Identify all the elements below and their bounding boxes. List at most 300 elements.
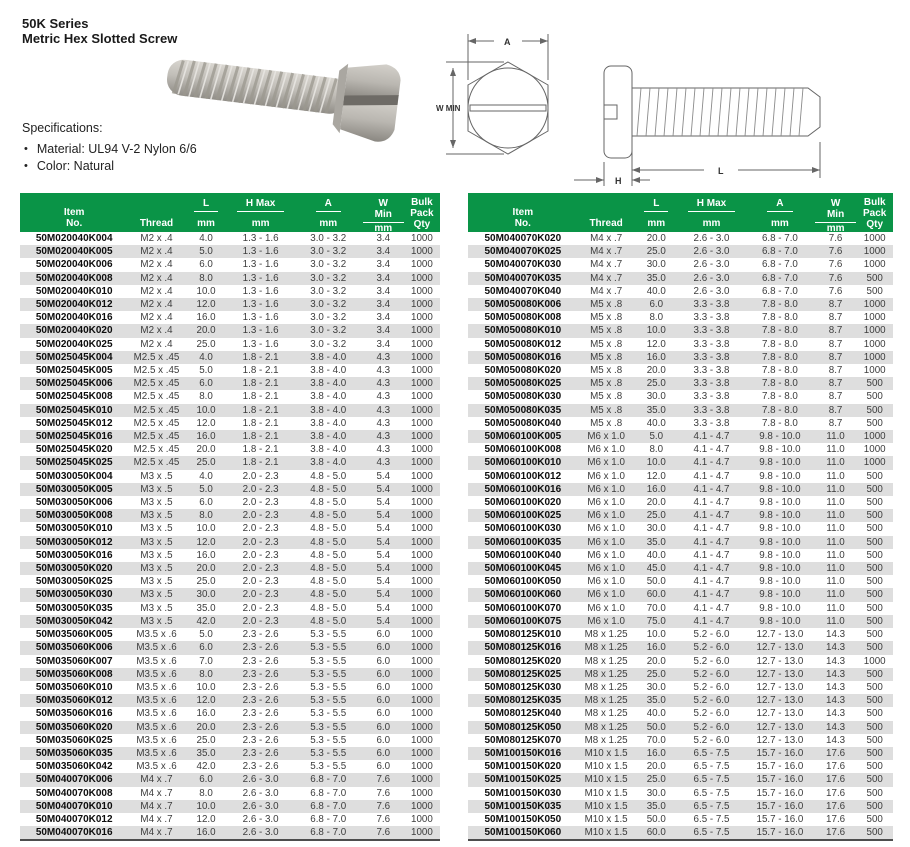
table-row bbox=[20, 258, 440, 271]
cell-l: 40.0 bbox=[646, 285, 666, 297]
cell-item-no: 50M030050K020 bbox=[35, 563, 113, 575]
product-title: Metric Hex Slotted Screw bbox=[22, 31, 178, 46]
cell-thread: M3.5 x .6 bbox=[136, 721, 177, 733]
cell-thread: M4 x .7 bbox=[140, 813, 173, 825]
cell-a: 7.8 - 8.0 bbox=[761, 325, 798, 337]
cell-l: 20.0 bbox=[196, 721, 216, 733]
table-row bbox=[20, 813, 440, 826]
cell-h-max: 2.6 - 3.0 bbox=[242, 774, 279, 786]
cell-item-no: 50M035060K007 bbox=[35, 655, 113, 667]
cell-item-no: 50M020040K020 bbox=[35, 325, 113, 337]
cell-a: 15.7 - 16.0 bbox=[756, 813, 804, 825]
cell-w-min: 8.7 bbox=[828, 378, 843, 390]
cell-w-min: 7.6 bbox=[376, 787, 391, 799]
cell-a: 4.8 - 5.0 bbox=[310, 576, 347, 588]
cell-w-min: 4.3 bbox=[376, 404, 391, 416]
cell-qty: 1000 bbox=[411, 721, 433, 733]
cell-item-no: 50M030050K010 bbox=[35, 523, 113, 535]
cell-h-max: 3.3 - 3.8 bbox=[693, 417, 730, 429]
cell-w-min: 6.0 bbox=[376, 695, 391, 707]
cell-item-no: 50M020040K010 bbox=[35, 285, 113, 297]
cell-w-min: 17.6 bbox=[826, 827, 846, 839]
cell-a: 3.0 - 3.2 bbox=[310, 246, 347, 258]
cell-h-max: 1.8 - 2.1 bbox=[242, 351, 279, 363]
cell-l: 42.0 bbox=[196, 761, 216, 773]
cell-h-max: 6.5 - 7.5 bbox=[693, 774, 730, 786]
cell-h-max: 2.3 - 2.6 bbox=[242, 655, 279, 667]
cell-a: 4.8 - 5.0 bbox=[310, 497, 347, 509]
cell-qty: 1000 bbox=[411, 695, 433, 707]
cell-thread: M6 x 1.0 bbox=[587, 549, 625, 561]
cell-item-no: 50M025045K008 bbox=[35, 391, 113, 403]
cell-a: 5.3 - 5.5 bbox=[310, 761, 347, 773]
cell-qty: 1000 bbox=[411, 259, 433, 271]
cell-a: 3.8 - 4.0 bbox=[310, 351, 347, 363]
cell-item-no: 50M080125K010 bbox=[484, 629, 562, 641]
table-row bbox=[468, 773, 893, 786]
table-row bbox=[468, 404, 893, 417]
cell-a: 6.8 - 7.0 bbox=[761, 272, 798, 284]
cell-w-min: 7.6 bbox=[376, 774, 391, 786]
cell-w-min: 5.4 bbox=[376, 497, 391, 509]
cell-w-min: 7.6 bbox=[376, 827, 391, 839]
cell-item-no: 50M020040K025 bbox=[35, 338, 113, 350]
cell-thread: M3 x .5 bbox=[140, 536, 173, 548]
cell-qty: 500 bbox=[866, 721, 883, 733]
table-row bbox=[20, 351, 440, 364]
cell-a: 3.0 - 3.2 bbox=[310, 285, 347, 297]
cell-h-max: 5.2 - 6.0 bbox=[693, 708, 730, 720]
cell-qty: 1000 bbox=[863, 351, 886, 363]
cell-l: 10.0 bbox=[196, 404, 216, 416]
cell-item-no: 50M060100K008 bbox=[484, 444, 562, 456]
table-row bbox=[20, 430, 440, 443]
table-row bbox=[20, 747, 440, 760]
cell-l: 16.0 bbox=[196, 827, 216, 839]
table-row bbox=[20, 443, 440, 456]
cell-w-min: 4.3 bbox=[376, 431, 391, 443]
table-row bbox=[468, 800, 893, 813]
cell-h-max: 4.1 - 4.7 bbox=[693, 602, 730, 614]
cell-w-min: 5.4 bbox=[376, 602, 391, 614]
cell-l: 25.0 bbox=[646, 774, 666, 786]
cell-l: 16.0 bbox=[646, 483, 666, 495]
cell-a: 6.8 - 7.0 bbox=[761, 233, 798, 244]
cell-qty: 1000 bbox=[411, 299, 433, 311]
cell-l: 8.0 bbox=[199, 391, 213, 403]
cell-h-max: 6.5 - 7.5 bbox=[693, 813, 730, 825]
cell-h-max: 2.3 - 2.6 bbox=[242, 642, 279, 654]
cell-item-no: 50M050080K035 bbox=[484, 404, 562, 416]
cell-qty: 1000 bbox=[411, 576, 433, 588]
table-row bbox=[20, 338, 440, 351]
cell-a: 12.7 - 13.0 bbox=[756, 642, 804, 654]
table-row bbox=[468, 470, 893, 483]
cell-item-no: 50M030050K016 bbox=[35, 549, 113, 561]
cell-thread: M5 x .8 bbox=[590, 351, 623, 363]
cell-h-max: 2.0 - 2.3 bbox=[242, 589, 279, 601]
cell-h-max: 2.6 - 3.0 bbox=[693, 233, 730, 244]
cell-a: 5.3 - 5.5 bbox=[310, 721, 347, 733]
cell-thread: M5 x .8 bbox=[590, 417, 623, 429]
cell-qty: 1000 bbox=[411, 761, 433, 773]
cell-qty: 1000 bbox=[863, 444, 886, 456]
cell-h-max: 1.3 - 1.6 bbox=[242, 338, 279, 350]
cell-qty: 1000 bbox=[411, 312, 433, 324]
table-row bbox=[468, 668, 893, 681]
cell-h-max: 4.1 - 4.7 bbox=[693, 444, 730, 456]
cell-w-min: 5.4 bbox=[376, 615, 391, 627]
cell-l: 20.0 bbox=[646, 233, 666, 244]
cell-qty: 1000 bbox=[411, 457, 433, 469]
cell-qty: 500 bbox=[866, 827, 883, 839]
cell-thread: M3 x .5 bbox=[140, 563, 173, 575]
cell-l: 10.0 bbox=[646, 629, 666, 641]
table-header bbox=[20, 193, 440, 232]
table-row bbox=[20, 760, 440, 773]
cell-l: 25.0 bbox=[196, 576, 216, 588]
cell-item-no: 50M040070K008 bbox=[35, 787, 113, 799]
cell-thread: M10 x 1.5 bbox=[584, 774, 628, 786]
cell-l: 12.0 bbox=[196, 417, 216, 429]
cell-item-no: 50M040070K035 bbox=[484, 272, 562, 284]
table-row bbox=[468, 813, 893, 826]
cell-qty: 1000 bbox=[411, 642, 433, 654]
cell-thread: M6 x 1.0 bbox=[587, 602, 625, 614]
cell-h-max: 4.1 - 4.7 bbox=[693, 497, 730, 509]
cell-item-no: 50M025045K025 bbox=[35, 457, 113, 469]
cell-h-max: 2.3 - 2.6 bbox=[242, 695, 279, 707]
cell-item-no: 50M020040K005 bbox=[35, 246, 113, 258]
bullet-icon: • bbox=[24, 142, 28, 155]
cell-item-no: 50M060100K025 bbox=[484, 510, 562, 522]
cell-w-min: 3.4 bbox=[376, 272, 391, 284]
table-row bbox=[468, 721, 893, 734]
cell-w-min: 7.6 bbox=[828, 272, 843, 284]
cell-thread: M2 x .4 bbox=[140, 312, 173, 324]
cell-thread: M10 x 1.5 bbox=[584, 800, 628, 812]
cell-h-max: 1.8 - 2.1 bbox=[242, 404, 279, 416]
cell-qty: 500 bbox=[866, 510, 883, 522]
cell-qty: 1000 bbox=[863, 299, 886, 311]
cell-thread: M3 x .5 bbox=[140, 470, 173, 482]
bullet-icon: • bbox=[24, 160, 28, 172]
table-row bbox=[20, 364, 440, 377]
cell-qty: 1000 bbox=[411, 681, 433, 693]
cell-l: 35.0 bbox=[646, 536, 666, 548]
cell-w-min: 17.6 bbox=[826, 813, 846, 825]
cell-a: 5.3 - 5.5 bbox=[310, 681, 347, 693]
cell-qty: 1000 bbox=[411, 233, 433, 244]
cell-qty: 1000 bbox=[863, 655, 886, 667]
table-row bbox=[468, 417, 893, 430]
cell-h-max: 3.3 - 3.8 bbox=[693, 325, 730, 337]
cell-l: 35.0 bbox=[646, 695, 666, 707]
cell-a: 9.8 - 10.0 bbox=[759, 602, 801, 614]
cell-h-max: 2.3 - 2.6 bbox=[242, 734, 279, 746]
cell-h-max: 4.1 - 4.7 bbox=[693, 483, 730, 495]
cell-l: 5.0 bbox=[199, 246, 213, 258]
table-row bbox=[468, 747, 893, 760]
cell-thread: M5 x .8 bbox=[590, 404, 623, 416]
cell-qty: 500 bbox=[866, 576, 883, 588]
cell-item-no: 50M050080K016 bbox=[484, 351, 562, 363]
dim-label-a: A bbox=[504, 37, 511, 47]
dimension-diagram bbox=[436, 20, 908, 192]
table-row bbox=[468, 826, 893, 840]
cell-w-min: 4.3 bbox=[376, 365, 391, 377]
table-row bbox=[20, 562, 440, 575]
cell-item-no: 50M080125K020 bbox=[484, 655, 562, 667]
cell-qty: 1000 bbox=[411, 827, 433, 839]
table-row bbox=[20, 456, 440, 469]
cell-qty: 1000 bbox=[411, 431, 433, 443]
cell-a: 12.7 - 13.0 bbox=[756, 734, 804, 746]
cell-a: 3.8 - 4.0 bbox=[310, 391, 347, 403]
table-row bbox=[20, 390, 440, 403]
cell-qty: 1000 bbox=[411, 668, 433, 680]
cell-item-no: 50M025045K012 bbox=[35, 417, 113, 429]
cell-l: 5.0 bbox=[199, 365, 213, 377]
table-row bbox=[468, 760, 893, 773]
cell-a: 3.0 - 3.2 bbox=[310, 338, 347, 350]
cell-a: 9.8 - 10.0 bbox=[759, 483, 801, 495]
cell-a: 3.0 - 3.2 bbox=[310, 233, 347, 244]
dim-label-h: H bbox=[615, 176, 622, 186]
cell-item-no: 50M020040K016 bbox=[35, 312, 113, 324]
cell-a: 7.8 - 8.0 bbox=[761, 378, 798, 390]
cell-w-min: 11.0 bbox=[826, 563, 845, 575]
cell-a: 3.8 - 4.0 bbox=[310, 417, 347, 429]
cell-qty: 1000 bbox=[863, 365, 886, 377]
cell-a: 4.8 - 5.0 bbox=[310, 563, 347, 575]
table-row bbox=[20, 602, 440, 615]
cell-qty: 500 bbox=[866, 708, 883, 720]
cell-l: 4.0 bbox=[199, 351, 213, 363]
cell-w-min: 17.6 bbox=[826, 774, 846, 786]
table-row bbox=[468, 536, 893, 549]
cell-item-no: 50M035060K016 bbox=[35, 708, 113, 720]
cell-w-min: 7.6 bbox=[828, 233, 843, 244]
cell-w-min: 3.4 bbox=[376, 285, 391, 297]
cell-l: 4.0 bbox=[199, 470, 213, 482]
cell-item-no: 50M080125K040 bbox=[484, 708, 562, 720]
cell-a: 9.8 - 10.0 bbox=[759, 431, 801, 443]
cell-h-max: 1.3 - 1.6 bbox=[242, 259, 279, 271]
dim-label-w-min: W MIN bbox=[436, 104, 461, 113]
cell-a: 4.8 - 5.0 bbox=[310, 602, 347, 614]
cell-h-max: 4.1 - 4.7 bbox=[693, 536, 730, 548]
cell-thread: M6 x 1.0 bbox=[587, 444, 625, 456]
cell-w-min: 6.0 bbox=[376, 655, 391, 667]
cell-h-max: 1.3 - 1.6 bbox=[242, 299, 279, 311]
cell-thread: M3.5 x .6 bbox=[136, 642, 177, 654]
cell-l: 30.0 bbox=[646, 681, 666, 693]
cell-l: 35.0 bbox=[646, 404, 666, 416]
cell-a: 5.3 - 5.5 bbox=[310, 668, 347, 680]
cell-l: 16.0 bbox=[196, 312, 216, 324]
cell-w-min: 3.4 bbox=[376, 299, 391, 311]
cell-item-no: 50M030050K012 bbox=[35, 536, 113, 548]
cell-thread: M3 x .5 bbox=[140, 549, 173, 561]
cell-a: 3.0 - 3.2 bbox=[310, 312, 347, 324]
cell-w-min: 8.7 bbox=[828, 325, 843, 337]
cell-item-no: 50M100150K060 bbox=[484, 827, 562, 839]
cell-qty: 1000 bbox=[411, 325, 433, 337]
cell-item-no: 50M040070K030 bbox=[484, 259, 562, 271]
table-row bbox=[20, 655, 440, 668]
cell-h-max: 4.1 - 4.7 bbox=[693, 576, 730, 588]
table-row bbox=[20, 285, 440, 298]
cell-item-no: 50M035060K008 bbox=[35, 668, 113, 680]
table-row bbox=[20, 615, 440, 628]
cell-a: 9.8 - 10.0 bbox=[759, 536, 801, 548]
cell-a: 7.8 - 8.0 bbox=[761, 417, 798, 429]
page-title bbox=[22, 16, 177, 46]
cell-l: 8.0 bbox=[199, 787, 213, 799]
cell-qty: 1000 bbox=[411, 246, 433, 258]
cell-a: 15.7 - 16.0 bbox=[756, 787, 804, 799]
cell-qty: 500 bbox=[866, 774, 883, 786]
cell-w-min: 14.3 bbox=[826, 708, 846, 720]
cell-thread: M4 x .7 bbox=[590, 259, 623, 271]
table-row bbox=[20, 826, 440, 840]
cell-a: 3.0 - 3.2 bbox=[310, 325, 347, 337]
cell-h-max: 4.1 - 4.7 bbox=[693, 589, 730, 601]
cell-a: 15.7 - 16.0 bbox=[756, 747, 804, 759]
cell-item-no: 50M035060K020 bbox=[35, 721, 113, 733]
cell-w-min: 11.0 bbox=[826, 510, 845, 522]
cell-a: 7.8 - 8.0 bbox=[761, 351, 798, 363]
cell-w-min: 6.0 bbox=[376, 761, 391, 773]
cell-a: 9.8 - 10.0 bbox=[759, 615, 801, 627]
cell-l: 40.0 bbox=[646, 708, 666, 720]
cell-item-no: 50M030050K006 bbox=[35, 497, 113, 509]
spec-color: • Color: Natural bbox=[22, 158, 197, 176]
cell-w-min: 17.6 bbox=[826, 800, 846, 812]
cell-w-min: 5.4 bbox=[376, 576, 391, 588]
col-item-no: Item No. bbox=[20, 193, 128, 232]
cell-w-min: 3.4 bbox=[376, 259, 391, 271]
cell-item-no: 50M030050K025 bbox=[35, 576, 113, 588]
cell-item-no: 50M050080K025 bbox=[484, 378, 562, 390]
table-row bbox=[20, 522, 440, 535]
cell-h-max: 2.6 - 3.0 bbox=[242, 813, 279, 825]
cell-thread: M10 x 1.5 bbox=[584, 747, 628, 759]
table-row bbox=[20, 641, 440, 654]
cell-qty: 1000 bbox=[411, 523, 433, 535]
cell-h-max: 1.8 - 2.1 bbox=[242, 417, 279, 429]
cell-l: 20.0 bbox=[646, 365, 666, 377]
table-row bbox=[20, 417, 440, 430]
cell-qty: 500 bbox=[866, 470, 883, 482]
cell-w-min: 11.0 bbox=[826, 523, 845, 535]
cell-qty: 1000 bbox=[411, 417, 433, 429]
table-row bbox=[20, 707, 440, 720]
cell-qty: 1000 bbox=[411, 470, 433, 482]
cell-h-max: 2.0 - 2.3 bbox=[242, 549, 279, 561]
cell-thread: M2.5 x .45 bbox=[133, 431, 180, 443]
cell-item-no: 50M040070K012 bbox=[35, 813, 113, 825]
cell-qty: 1000 bbox=[411, 589, 433, 601]
cell-l: 50.0 bbox=[646, 813, 666, 825]
cell-qty: 500 bbox=[866, 813, 883, 825]
cell-a: 6.8 - 7.0 bbox=[310, 787, 347, 799]
cell-qty: 1000 bbox=[411, 800, 433, 812]
cell-l: 50.0 bbox=[646, 721, 666, 733]
col-l: L mm bbox=[635, 193, 678, 232]
cell-qty: 500 bbox=[866, 695, 883, 707]
table-row bbox=[468, 496, 893, 509]
cell-item-no: 50M040070K040 bbox=[484, 285, 562, 297]
cell-h-max: 3.3 - 3.8 bbox=[693, 351, 730, 363]
cell-w-min: 6.0 bbox=[376, 721, 391, 733]
cell-thread: M6 x 1.0 bbox=[587, 483, 625, 495]
cell-qty: 500 bbox=[866, 285, 883, 297]
cell-l: 25.0 bbox=[196, 457, 216, 469]
cell-item-no: 50M060100K030 bbox=[484, 523, 562, 535]
cell-w-min: 3.4 bbox=[376, 233, 391, 244]
cell-l: 10.0 bbox=[646, 325, 666, 337]
cell-l: 6.0 bbox=[199, 378, 213, 390]
cell-h-max: 4.1 - 4.7 bbox=[693, 563, 730, 575]
cell-thread: M10 x 1.5 bbox=[584, 761, 628, 773]
cell-item-no: 50M040070K006 bbox=[35, 774, 113, 786]
cell-w-min: 11.0 bbox=[826, 549, 845, 561]
cell-thread: M3.5 x .6 bbox=[136, 761, 177, 773]
col-l: L mm bbox=[185, 193, 228, 232]
cell-qty: 1000 bbox=[863, 325, 886, 337]
cell-h-max: 3.3 - 3.8 bbox=[693, 338, 730, 350]
cell-h-max: 1.3 - 1.6 bbox=[242, 325, 279, 337]
cell-thread: M2.5 x .45 bbox=[133, 457, 180, 469]
col-item-no: Item No. bbox=[468, 193, 578, 232]
table-row bbox=[20, 734, 440, 747]
cell-qty: 1000 bbox=[411, 391, 433, 403]
cell-a: 7.8 - 8.0 bbox=[761, 365, 798, 377]
cell-h-max: 2.0 - 2.3 bbox=[242, 523, 279, 535]
cell-a: 5.3 - 5.5 bbox=[310, 734, 347, 746]
cell-l: 4.0 bbox=[199, 233, 213, 244]
cell-l: 8.0 bbox=[649, 312, 664, 324]
table-row bbox=[468, 390, 893, 403]
cell-thread: M3 x .5 bbox=[140, 576, 173, 588]
cell-thread: M2 x .4 bbox=[140, 338, 173, 350]
cell-item-no: 50M060100K040 bbox=[484, 549, 562, 561]
cell-qty: 500 bbox=[866, 483, 883, 495]
cell-a: 12.7 - 13.0 bbox=[756, 655, 804, 667]
cell-thread: M10 x 1.5 bbox=[584, 787, 628, 799]
cell-h-max: 4.1 - 4.7 bbox=[693, 615, 730, 627]
table-row bbox=[20, 245, 440, 258]
cell-qty: 500 bbox=[866, 629, 883, 641]
cell-l: 16.0 bbox=[196, 708, 216, 720]
cell-qty: 1000 bbox=[411, 747, 433, 759]
specs-heading: Specifications: bbox=[22, 121, 103, 135]
cell-item-no: 50M060100K070 bbox=[484, 602, 562, 614]
cell-qty: 1000 bbox=[411, 285, 433, 297]
cell-a: 15.7 - 16.0 bbox=[756, 827, 804, 839]
cell-item-no: 50M100150K020 bbox=[484, 761, 562, 773]
table-row bbox=[20, 324, 440, 337]
cell-thread: M3.5 x .6 bbox=[136, 695, 177, 707]
table-row bbox=[20, 496, 440, 509]
cell-thread: M3 x .5 bbox=[140, 523, 173, 535]
cell-a: 7.8 - 8.0 bbox=[761, 299, 798, 311]
table-row bbox=[20, 588, 440, 601]
cell-item-no: 50M080125K030 bbox=[484, 681, 562, 693]
cell-item-no: 50M040070K016 bbox=[35, 827, 113, 839]
